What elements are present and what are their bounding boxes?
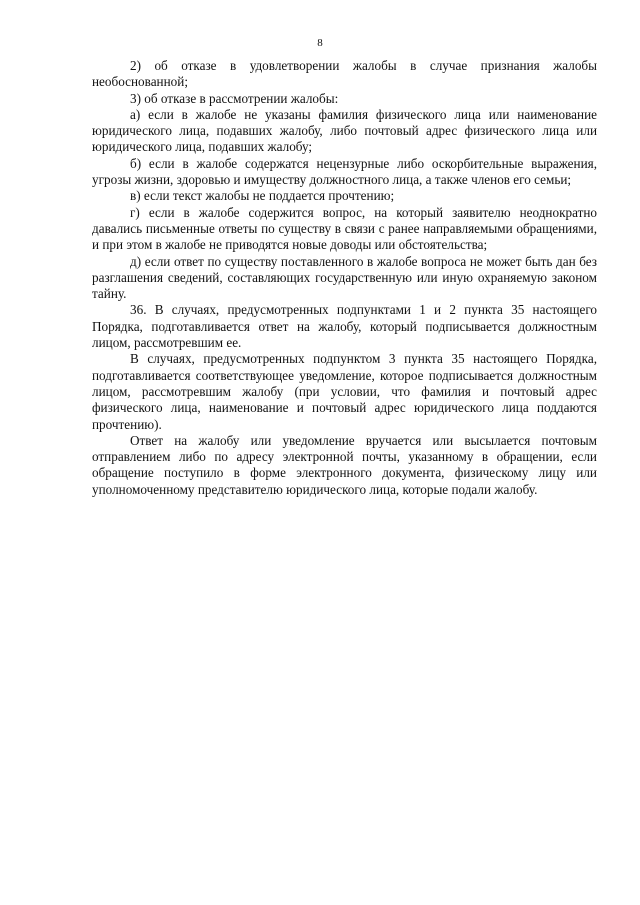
paragraph-refusal-unfounded: 2) об отказе в удовлетворении жалобы в случае признания жалобы необоснованной; [92,58,597,90]
paragraph-item-b: б) если в жалобе содержатся нецензурные либо оскорбительные выражения, угрозы жизни, здоровью и имуществу должностного лица, а также членов его семьи; [92,155,597,188]
document-body [92,58,597,498]
paragraph-item-d: д) если ответ по существу поставленного в жалобе вопроса не может быть дан без разглашения сведений, составляющих государственную или иную охраняемую законом тайну. [92,253,597,302]
paragraph-refusal-consideration: 3) об отказе в рассмотрении жалобы: [130,90,339,106]
paragraph-item-v: в) если текст жалобы не поддается прочтению; [130,188,395,204]
paragraph-notification: В случаях, предусмотренных подпунктом 3 пункта 35 настоящего Порядка, подготавливается соответствующее уведомление, которое подписывается должностным лицом, рассмотревшим жалобу (при условии, что фамилия и почтовый адрес физического лица, наименование и почтовый адрес юридического лица поддаются прочтению). [92,351,597,432]
paragraph-item-g: г) если в жалобе содержится вопрос, на который заявителю неоднократно давались письменные ответы по существу в связи с ранее направляемыми обращениями, и при этом в жалобе не приводятся новые доводы или обстоятельства; [92,204,597,253]
paragraph-delivery: Ответ на жалобу или уведомление вручается или высылается почтовым отправлением либо по адресу электронной почты, указанному в обращении, если обращение поступило в форме электронного документа, физическому лицу или уполномоченному представителю юридического лица, которые подали жалобу. [92,432,597,497]
paragraph-item-a: а) если в жалобе не указаны фамилия физического лица или наименование юридического лица, подавших жалобу, либо почтовый адрес физического лица или юридического лица, подавших жалобу; [92,106,597,155]
page-number: 8 [317,37,323,49]
paragraph-section-36: 36. В случаях, предусмотренных подпунктами 1 и 2 пункта 35 настоящего Порядка, подготавливается ответ на жалобу, который подписывается должностным лицом, рассмотревшим ее. [92,302,597,351]
